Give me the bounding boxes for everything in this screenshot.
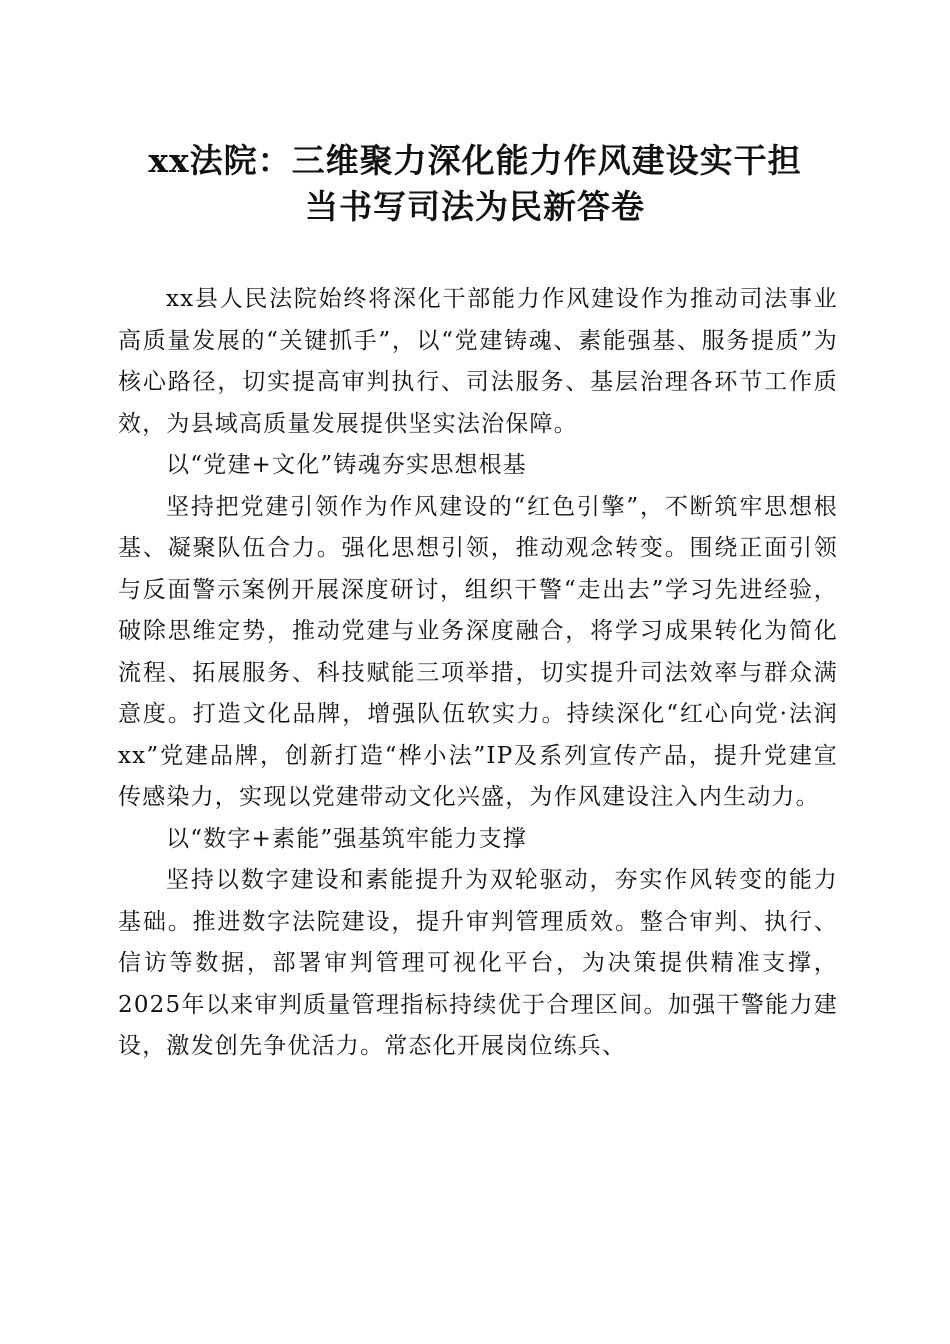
section-heading-digital-competence: 以“数字+素能”强基筑牢能力支撑 <box>166 825 527 852</box>
paragraph-digital-competence: 坚持以数字建设和素能提升为双轮驱动，夯实作风转变的能力基础。推进数字法院建设，提升审判管理质效。整合审判、执行、信访等数据，部署审判管理可视化平台，为决策提供精准支撑，2025年以来审判质量管理指标持续优于合理区间。加强干警能力建设，激发创先争优活力。常态化开展岗位练兵、 <box>118 867 838 1059</box>
title-line-2: 当书写司法为民新答卷 <box>305 187 645 226</box>
section-heading-party-culture: 以“党建+文化”铸魂夯实思想根基 <box>166 452 527 478</box>
paragraph-intro: xx县人民法院始终将深化干部能力作风建设作为推动司法事业高质量发展的“关键抓手”，以“党建铸魂、素能强基、服务提质”为核心路径，切实提高审判执行、司法服务、基层治理各环节工作质效，为县域高质量发展提供坚实法治保障。 <box>118 286 838 437</box>
document-body <box>118 279 838 1068</box>
title-line-1: xx法院：三维聚力深化能力作风建设实干担 <box>148 141 802 180</box>
document-title <box>80 138 870 230</box>
paragraph-party-culture: 坚持把党建引领作为作风建设的“红色引擎”，不断筑牢思想根基、凝聚队伍合力。强化思想引领，推动观念转变。围绕正面引领与反面警示案例开展深度研讨，组织干警“走出去”学习先进经验，破除思维定势，推动党建与业务深度融合，将学习成果转化为简化流程、拓展服务、科技赋能三项举措，切实提升司法效率与群众满意度。打造文化品牌，增强队伍软实力。持续深化“红心向党·法润xx”党建品牌，创新打造“桦小法”IP及系列宣传产品，提升党建宣传感染力，实现以党建带动文化兴盛，为作风建设注入内生动力。 <box>118 493 838 810</box>
